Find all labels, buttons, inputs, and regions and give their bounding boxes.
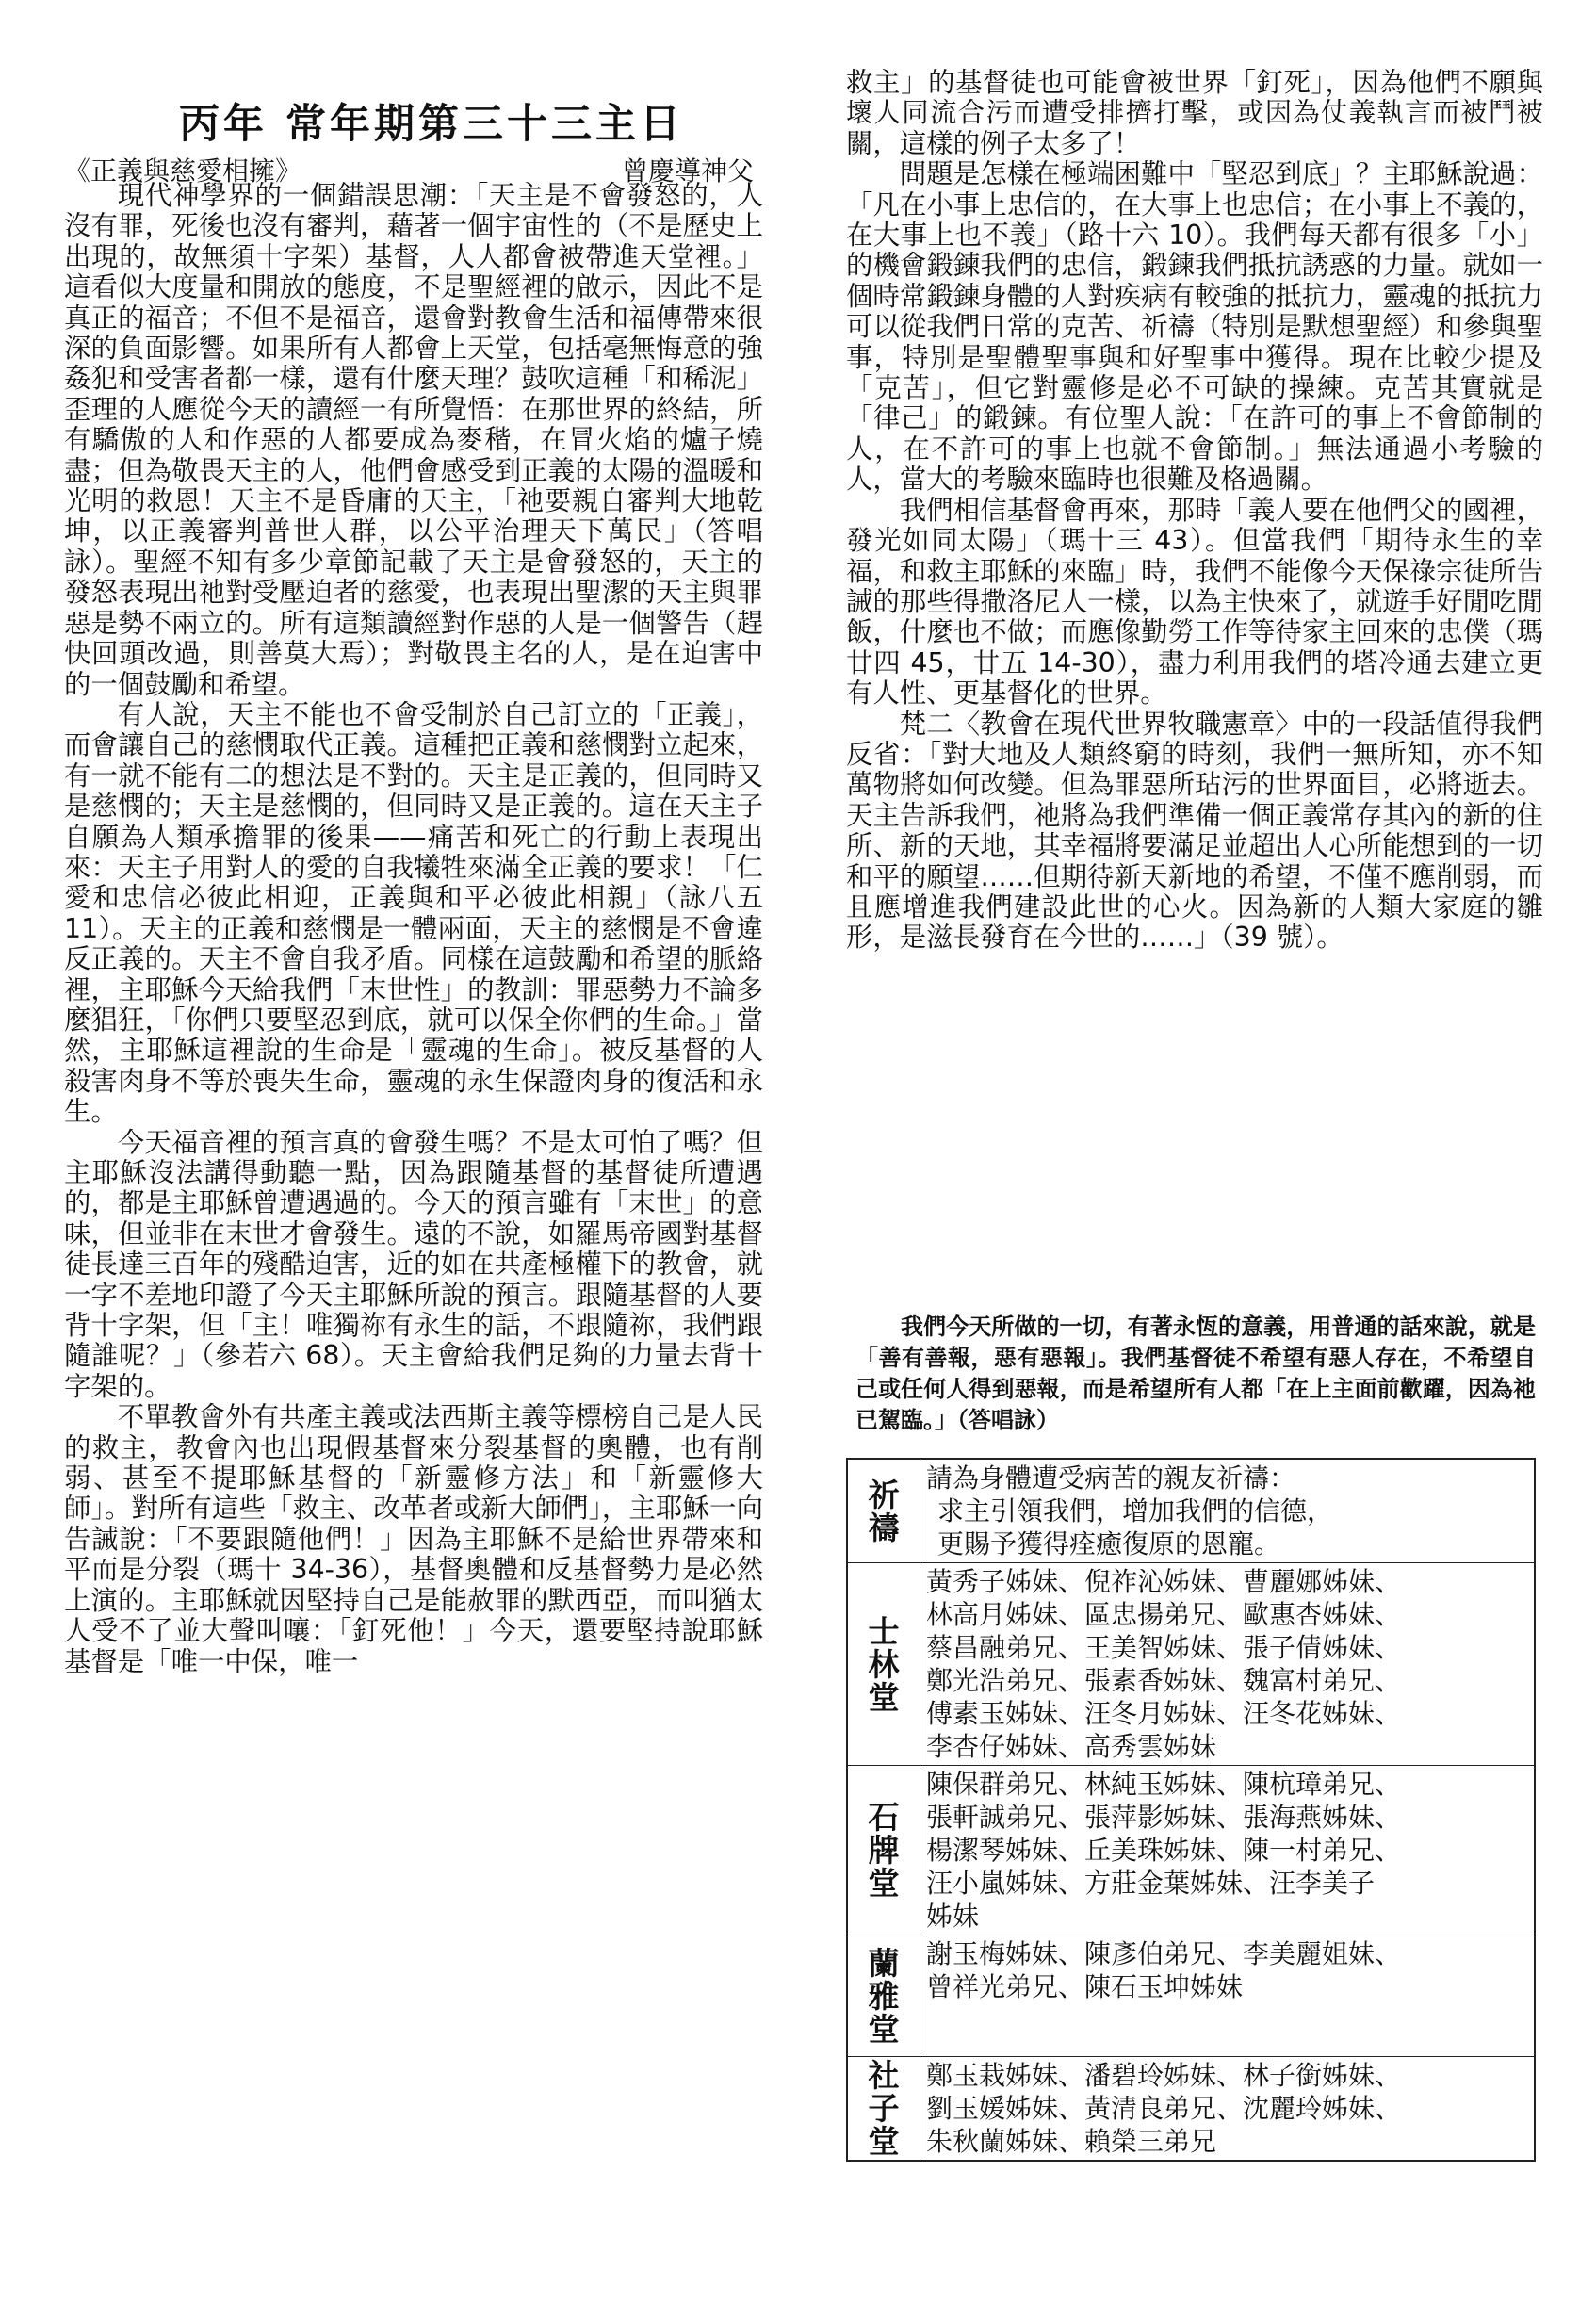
- name-list: [920, 1935, 1536, 2057]
- label-char: 士: [868, 1612, 900, 1650]
- prayer-line: 請為身體遭受病苦的親友祈禱：: [926, 1462, 1296, 1494]
- prayer-row: [847, 1459, 1535, 1563]
- right-body-text: [846, 68, 1543, 954]
- label-char: 社: [868, 2057, 900, 2094]
- name-line: 姊妹: [926, 1901, 980, 1932]
- prayer-line: 求主引領我們，增加我們的信德，: [937, 1495, 1334, 1527]
- name-line: 楊潔琴姊妹、丘美珠姊妹、陳一村弟兄、: [926, 1835, 1402, 1866]
- article-subtitle: 《正義與慈愛相擁》: [64, 155, 302, 187]
- label-char: 堂: [868, 2010, 900, 2048]
- name-list: [920, 1563, 1536, 1766]
- name-line: 陳保群弟兄、林純玉姊妹、陳杭璋弟兄、: [926, 1769, 1402, 1800]
- name-line: 鄭玉栽姊妹、潘碧玲姊妹、林子銜姊妹、: [926, 2060, 1402, 2091]
- label-char: 林: [868, 1645, 900, 1683]
- name-line: 謝玉梅姊妹、陳彥伯弟兄、李美麗姐妹、: [926, 1938, 1402, 1969]
- paragraph: 問題是怎樣在極端困難中「堅忍到底」？主耶穌說過：「凡在小事上忠信的，在大事上也忠信；在小事上不義的，在大事上也不義」（路十六 10）。我們每天都有很多「小」的機會鍛鍊我們的忠信，鍛鍊我們抵抗誘惑的力量。就如一個時常鍛鍊身體的人對疾病有較強的抵抗力，靈魂的抵抗力可以從我們日常的克苦、祈禱（特別是默想聖經）和參與聖事，特別是聖體聖事與和好聖事中獲得。現在比較少提及「克苦」，但它對靈修是必不可缺的操練。克苦其實就是「律己」的鍛鍊。有位聖人說：「在許可的事上不會節制的人，在不許可的事上也就不會節制。」無法通過小考驗的人，當大的考驗來臨時也很難及格過關。: [846, 158, 1543, 496]
- church-label: [847, 1563, 920, 1766]
- church-label: [847, 1766, 920, 1935]
- label-char: 禱: [868, 1509, 900, 1546]
- summary-paragraph: [855, 1312, 1536, 1436]
- church-row-shilin: [847, 1563, 1535, 1766]
- summary-text: 我們今天所做的一切，有著永恆的意義，用普通的話來說，就是「善有善報，惡有惡報」。我們基督徒不希望有惡人存在，不希望自己或任何人得到惡報，而是希望所有人都「在上主面前歡躍，因為祂已駕臨。」（答唱詠）: [855, 1314, 1536, 1433]
- name-list: [920, 2057, 1536, 2162]
- name-line: 劉玉媛姊妹、黃清良弟兄、沈麗玲姊妹、: [926, 2093, 1402, 2124]
- label-char: 雅: [868, 1977, 900, 2015]
- label-char: 石: [868, 1799, 900, 1836]
- prayer-line: 更賜予獲得痊癒復原的恩寵。: [937, 1528, 1281, 1559]
- paragraph-continued: 救主」的基督徒也可能會被世界「釘死」，因為他們不願與壞人同流合污而遭受排擠打擊，或因為仗義執言而被鬥被關，這樣的例子太多了！: [846, 67, 1543, 159]
- paragraph: 我們相信基督會再來，那時「義人要在他們父的國裡，發光如同太陽」（瑪十三 43）。但當我們「期待永生的幸福，和救主耶穌的來臨」時，我們不能像今天保祿宗徒所告誡的那些得撒洛尼人一樣，以為主快來了，就遊手好閒吃閒飯，什麼也不做；而應像勤勞工作等待家主回來的忠僕（瑪廿四 45，廿五 14-30），盡力利用我們的塔冷通去建立更有人性、更基督化的世界。: [846, 494, 1543, 710]
- name-line: 鄭光浩弟兄、張素香姊妹、魏富村弟兄、: [926, 1665, 1402, 1696]
- name-line: 傅素玉姊妹、汪冬月姊妹、汪冬花姊妹、: [926, 1698, 1402, 1729]
- paragraph: 不單教會外有共產主義或法西斯主義等標榜自己是人民的救主，教會內也出現假基督來分裂基督的奧體，也有削弱、甚至不提耶穌基督的「新靈修方法」和「新靈修大師」。對所有這些「救主、改革者或新大師們」，主耶穌一向告誡說：「不要跟隨他們！」因為主耶穌不是給世界帶來和平而是分裂（瑪十 34-36），基督奧體和反基督勢力是必然上演的。主耶穌就因堅持自己是能赦罪的默西亞，而叫猶太人受不了並大聲叫嚷：「釘死他！」今天，還要堅持說耶穌基督是「唯一中保，唯一: [64, 1401, 763, 1677]
- church-row-lanya: [847, 1935, 1535, 2057]
- paragraph: 現代神學界的一個錯誤思潮：「天主是不會發怒的，人沒有罪，死後也沒有審判，藉著一個宇宙性的（不是歷史上出現的，故無須十字架）基督，人人都會被帶進天堂裡。」這看似大度量和開放的態度，不是聖經裡的啟示，因此不是真正的福音；不但不是福音，還會對教會生活和福傳帶來很深的負面影響。如果所有人都會上天堂，包括毫無悔意的強姦犯和受害者都一樣，還有什麼天理？鼓吹這種「和稀泥」歪理的人應從今天的讀經一有所覺悟：在那世界的終結，所有驕傲的人和作惡的人都要成為麥稭，在冒火焰的爐子燒盡；但為敬畏天主的人，他們會感受到正義的太陽的溫暖和光明的救恩！天主不是昏庸的天主，「祂要親自審判大地乾坤，以正義審判普世人群，以公平治理天下萬民」（答唱詠）。聖經不知有多少章節記載了天主是會發怒的，天主的發怒表現出祂對受壓迫者的慈愛，也表現出聖潔的天主與罪惡是勢不兩立的。所有這類讀經對作惡的人是一個警告（趕快回頭改過，則善莫大焉）；對敬畏主名的人，是在迫害中的一個鼓勵和希望。: [64, 180, 763, 700]
- label-char: 堂: [868, 1678, 900, 1716]
- label-char: 蘭: [868, 1944, 900, 1982]
- prayer-row-label: [847, 1459, 920, 1563]
- name-line: 李杏仔姊妹、高秀雲姊妹: [926, 1731, 1217, 1762]
- church-label: [847, 1935, 920, 2057]
- name-line: 朱秋蘭姊妹、賴榮三弟兄: [926, 2126, 1217, 2157]
- page-title: 丙年 常年期第三十三主日: [179, 101, 684, 148]
- left-body-text: [64, 181, 763, 1677]
- label-char: 子: [868, 2090, 900, 2127]
- label-char: 堂: [868, 1865, 900, 1902]
- name-line: 林高月姊妹、區忠揚弟兄、歐惠杏姊妹、: [926, 1599, 1402, 1630]
- paragraph: 今天福音裡的預言真的會發生嗎？不是太可怕了嗎？但主耶穌沒法講得動聽一點，因為跟隨基督的基督徒所遭遇的，都是主耶穌曾遭遇過的。今天的預言雖有「末世」的意味，但並非在末世才會發生。遠的不說，如羅馬帝國對基督徒長達三百年的殘酷迫害，近的如在共產極權下的教會，就一字不差地印證了今天主耶穌所說的預言。跟隨基督的人要背十字架，但「主！唯獨祢有永生的話，不跟隨祢，我們跟隨誰呢？」（參若六 68）。天主會給我們足夠的力量去背十字架的。: [64, 1126, 763, 1402]
- name-line: 汪小嵐姊妹、方莊金葉姊妹、汪李美子: [926, 1868, 1376, 1899]
- name-list: [920, 1766, 1536, 1935]
- prayer-table: [846, 1458, 1536, 2162]
- church-row-shezi: [847, 2057, 1535, 2162]
- label-char: 牌: [868, 1832, 900, 1869]
- church-row-shipai: [847, 1766, 1535, 1935]
- church-label: [847, 2057, 920, 2162]
- name-line: 黃秀子姊妹、倪祚沁姊妹、曹麗娜姊妹、: [926, 1566, 1402, 1597]
- label-char: 堂: [868, 2123, 900, 2160]
- name-line: 張軒誠弟兄、張萍影姊妹、張海燕姊妹、: [926, 1802, 1402, 1833]
- article-author: 曾慶導神父: [621, 155, 754, 187]
- name-line: 曾祥光弟兄、陳石玉坤姊妹: [926, 1971, 1244, 2002]
- paragraph: 有人說，天主不能也不會受制於自己訂立的「正義」，而會讓自己的慈憫取代正義。這種把正義和慈憫對立起來，有一就不能有二的想法是不對的。天主是正義的，但同時又是慈憫的；天主是慈憫的，但同時又是正義的。這在天主子自願為人類承擔罪的後果——痛苦和死亡的行動上表現出來：天主子用對人的愛的自我犧牲來滿全正義的要求！「仁愛和忠信必彼此相迎，正義與和平必彼此相親」（詠八五 11）。天主的正義和慈憫是一體兩面，天主的慈憫是不會違反正義的。天主不會自我矛盾。同樣在這鼓勵和希望的脈絡裡，主耶穌今天給我們「末世性」的教訓：罪惡勢力不論多麼猖狂，「你們只要堅忍到底，就可以保全你們的生命。」當然，主耶穌這裡說的生命是「靈魂的生命」。被反基督的人殺害肉身不等於喪失生命，靈魂的永生保證肉身的復活和永生。: [64, 698, 763, 1128]
- name-line: 蔡昌融弟兄、王美智姊妹、張子倩姊妹、: [926, 1632, 1402, 1663]
- label-char: 祈: [868, 1476, 900, 1513]
- paragraph: 梵二〈教會在現代世界牧職憲章〉中的一段話值得我們反省：「對大地及人類終窮的時刻，我們一無所知，亦不知萬物將如何改變。但為罪惡所玷污的世界面目，必將逝去。天主告訴我們，祂將為我們準備一個正義常存其內的新的住所、新的天地，其幸福將要滿足並超出人心所能想到的一切和平的願望……但期待新天新地的希望，不僅不應削弱，而且應增進我們建設此世的心火。因為新的人類大家庭的雛形，是滋長發育在今世的……」（39 號）。: [846, 708, 1543, 954]
- prayer-row-names: [920, 1459, 1536, 1563]
